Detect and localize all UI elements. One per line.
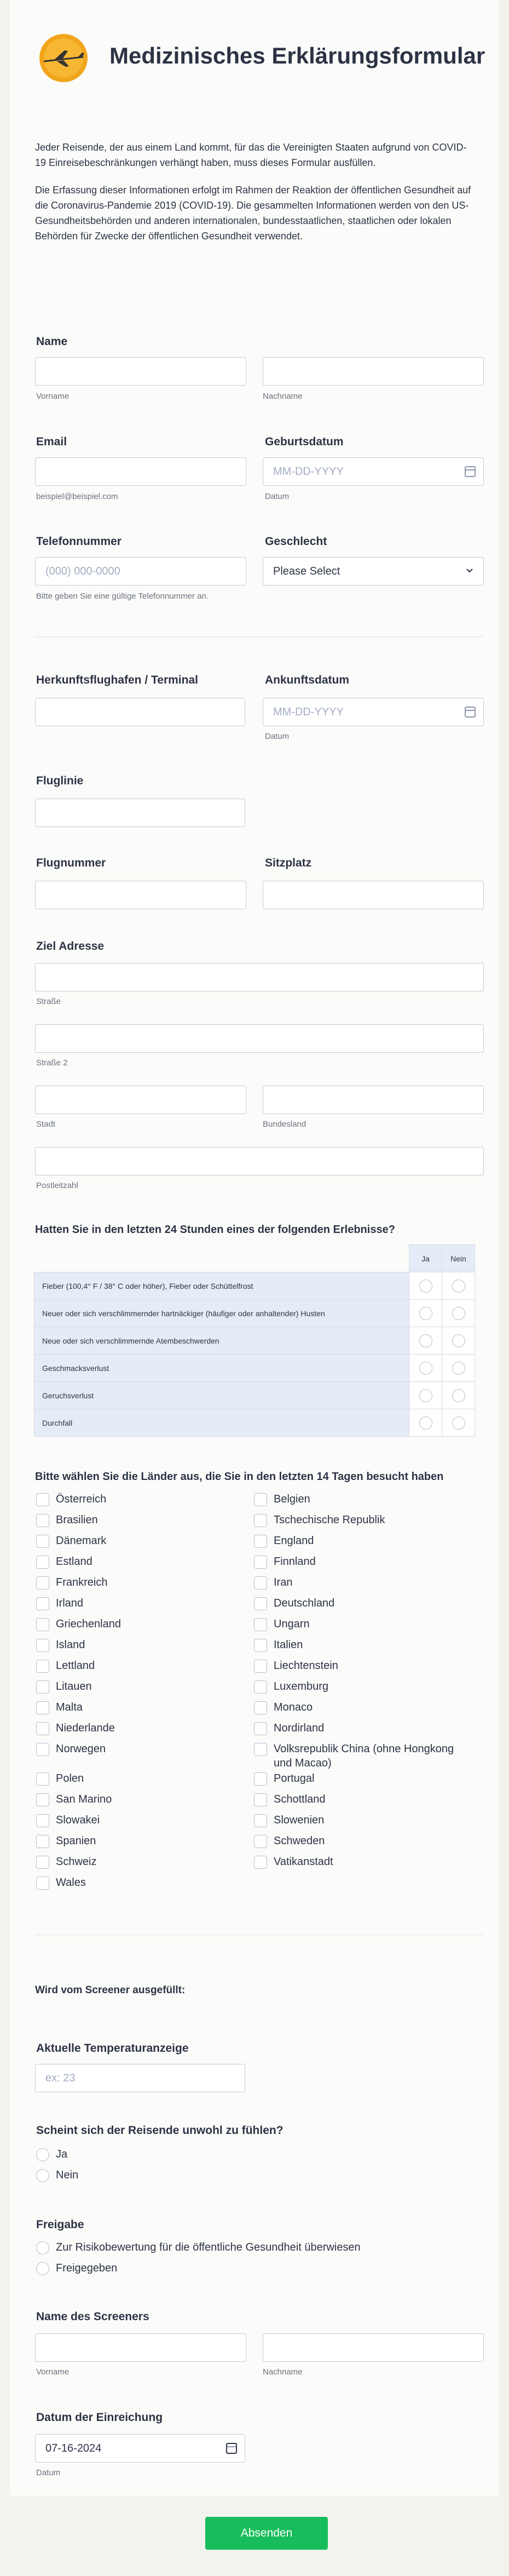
matrix-radio-yes[interactable] bbox=[419, 1389, 432, 1402]
country-checkbox[interactable] bbox=[36, 1793, 49, 1806]
country-label: Irland bbox=[56, 1597, 84, 1609]
country-label: Deutschland bbox=[274, 1597, 335, 1609]
country-checkbox[interactable] bbox=[254, 1535, 267, 1548]
screener-last-sublabel: Nachname bbox=[263, 2367, 303, 2377]
matrix-radio-yes[interactable] bbox=[419, 1280, 432, 1293]
country-label: Österreich bbox=[56, 1493, 107, 1505]
country-label: Spanien bbox=[56, 1835, 96, 1847]
country-checkbox[interactable] bbox=[254, 1701, 267, 1714]
city-sublabel: Stadt bbox=[36, 1120, 56, 1129]
country-checkbox[interactable] bbox=[36, 1535, 49, 1548]
country-checkbox[interactable] bbox=[254, 1493, 267, 1506]
matrix-row bbox=[34, 1382, 475, 1409]
matrix-radio-no[interactable] bbox=[452, 1307, 465, 1320]
name-label: Name bbox=[36, 335, 68, 348]
country-checkbox[interactable] bbox=[36, 1743, 49, 1756]
entry-date-value: 07-16-2024 bbox=[45, 2442, 102, 2454]
screener-name-label: Name des Screeners bbox=[36, 2310, 149, 2323]
country-label: Vatikanstadt bbox=[274, 1856, 333, 1868]
intro-text-1: Jeder Reisende, der aus einem Land kommt, für das die Vereinigten Staaten aufgrund von COVID-19 Einreisebeschränkungen verhängt haben, muss dieses Formular ausfüllen. bbox=[35, 142, 467, 168]
country-checkbox[interactable] bbox=[254, 1514, 267, 1527]
first-name-input[interactable] bbox=[35, 357, 246, 386]
matrix-radio-yes[interactable] bbox=[419, 1334, 432, 1347]
country-checkbox[interactable] bbox=[254, 1814, 267, 1827]
country-label: Brasilien bbox=[56, 1514, 98, 1526]
country-label: Schottland bbox=[274, 1793, 326, 1805]
seat-input[interactable] bbox=[263, 881, 484, 909]
zip-input[interactable] bbox=[35, 1147, 484, 1175]
matrix-row-label: Durchfall bbox=[34, 1409, 409, 1437]
country-checkbox[interactable] bbox=[36, 1618, 49, 1631]
country-checkbox[interactable] bbox=[36, 1660, 49, 1673]
intro-text-2: Die Erfassung dieser Informationen erfolgt im Rahmen der Reaktion der öffentlichen Gesundheit auf die Coronavirus-Pandemie 2019 (COVID-19). Die gesammelten Informationen werden von den US-Gesundheitsbehörden und anderen internationalen, bundesstaatlichen, staatlichen oder lokalen Behörden für Zwecke der öffentlichen Gesundheit verwendet. bbox=[35, 185, 471, 242]
country-checkbox[interactable] bbox=[254, 1639, 267, 1652]
temperature-input[interactable] bbox=[35, 2064, 245, 2092]
country-checkbox[interactable] bbox=[36, 1814, 49, 1827]
country-checkbox[interactable] bbox=[254, 1680, 267, 1694]
first-name-sublabel: Vorname bbox=[36, 392, 70, 401]
email-input[interactable] bbox=[35, 457, 246, 486]
country-label: England bbox=[274, 1535, 314, 1547]
gender-select-value: Please Select bbox=[273, 565, 340, 577]
country-label: Malta bbox=[56, 1701, 83, 1713]
country-checkbox[interactable] bbox=[254, 1793, 267, 1806]
temperature-label: Aktuelle Temperaturanzeige bbox=[36, 2042, 189, 2055]
country-checkbox[interactable] bbox=[36, 1597, 49, 1610]
screener-first-sublabel: Vorname bbox=[36, 2367, 70, 2377]
matrix-radio-no[interactable] bbox=[452, 1334, 465, 1347]
country-label: Italien bbox=[274, 1639, 303, 1651]
country-label: Ungarn bbox=[274, 1618, 310, 1630]
matrix-radio-yes[interactable] bbox=[419, 1307, 432, 1320]
origin-label: Herkunftsflughafen / Terminal bbox=[36, 674, 198, 686]
origin-input[interactable] bbox=[35, 698, 245, 726]
state-input[interactable] bbox=[263, 1086, 484, 1114]
country-label: Slowakei bbox=[56, 1814, 100, 1826]
phone-input[interactable] bbox=[35, 557, 246, 586]
country-checkbox[interactable] bbox=[254, 1722, 267, 1735]
country-label: Monaco bbox=[274, 1701, 313, 1713]
entry-date-sublabel: Datum bbox=[36, 2468, 61, 2477]
logo bbox=[37, 32, 90, 84]
airline-label: Fluglinie bbox=[36, 774, 84, 787]
countries-title: Bitte wählen Sie die Länder aus, die Sie in den letzten 14 Tagen besucht haben bbox=[35, 1471, 444, 1483]
country-label: San Marino bbox=[56, 1793, 112, 1805]
screener-first-name-input[interactable] bbox=[35, 2333, 246, 2362]
release-radio-referred[interactable] bbox=[36, 2241, 49, 2254]
unwell-radio-yes[interactable] bbox=[36, 2148, 49, 2161]
submit-button[interactable]: Absenden bbox=[205, 2517, 328, 2550]
arrival-date-input[interactable] bbox=[263, 698, 484, 726]
matrix-row-label: Geruchsverlust bbox=[34, 1382, 409, 1409]
country-checkbox[interactable] bbox=[36, 1835, 49, 1848]
chevron-down-icon bbox=[465, 565, 475, 578]
country-label: Tschechische Republik bbox=[274, 1514, 385, 1526]
matrix-radio-no[interactable] bbox=[452, 1280, 465, 1293]
arrival-sublabel: Datum bbox=[265, 732, 290, 741]
matrix-row-label: Neue oder sich verschlimmernde Atembeschwerden bbox=[34, 1327, 409, 1355]
matrix-row-label: Fieber (100,4° F / 38° C oder höher), Fieber oder Schüttelfrost bbox=[34, 1272, 409, 1300]
page-title: Medizinisches Erklärungsformular bbox=[109, 43, 485, 68]
country-label: Litauen bbox=[56, 1680, 92, 1693]
airline-input[interactable] bbox=[35, 799, 245, 827]
unwell-option-label: Ja bbox=[56, 2148, 68, 2160]
birth-date-placeholder: MM-DD-YYYY bbox=[273, 466, 344, 478]
entry-date-input[interactable] bbox=[35, 2434, 245, 2463]
divider bbox=[35, 636, 484, 637]
country-label: Nordirland bbox=[274, 1722, 325, 1734]
arrival-label: Ankunftsdatum bbox=[265, 674, 349, 686]
country-checkbox[interactable] bbox=[36, 1639, 49, 1652]
street2-input[interactable] bbox=[35, 1024, 484, 1053]
country-checkbox[interactable] bbox=[36, 1772, 49, 1786]
screener-last-name-input[interactable] bbox=[263, 2333, 484, 2362]
calendar-icon[interactable] bbox=[465, 707, 476, 718]
matrix-row-label: Neuer oder sich verschlimmernder hartnäckiger (häufiger oder anhaltender) Husten bbox=[34, 1300, 409, 1327]
state-sublabel: Bundesland bbox=[263, 1120, 306, 1129]
gender-select[interactable] bbox=[263, 557, 484, 586]
calendar-icon[interactable] bbox=[226, 2443, 237, 2454]
matrix-row bbox=[34, 1300, 475, 1327]
matrix-row-label: Geschmacksverlust bbox=[34, 1355, 409, 1382]
country-label: Island bbox=[56, 1639, 85, 1651]
country-checkbox[interactable] bbox=[254, 1556, 267, 1569]
country-label: Liechtenstein bbox=[274, 1660, 338, 1672]
phone-placeholder: (000) 000-0000 bbox=[45, 565, 120, 577]
country-label: Belgien bbox=[274, 1493, 310, 1505]
seat-label: Sitzplatz bbox=[265, 857, 312, 869]
country-checkbox[interactable] bbox=[254, 1660, 267, 1673]
flight-number-label: Flugnummer bbox=[36, 857, 106, 869]
email-label: Email bbox=[36, 435, 67, 448]
country-checkbox[interactable] bbox=[36, 1722, 49, 1735]
country-label: Finnland bbox=[274, 1556, 316, 1568]
gender-label: Geschlecht bbox=[265, 535, 327, 548]
matrix-header-yes: Ja bbox=[409, 1245, 442, 1272]
phone-sublabel: Bitte geben Sie eine gültige Telefonnummer an. bbox=[36, 592, 209, 601]
country-label: Griechenland bbox=[56, 1618, 121, 1630]
address-label: Ziel Adresse bbox=[36, 940, 105, 953]
symptoms-matrix-title: Hatten Sie in den letzten 24 Stunden eines der folgenden Erlebnisse? bbox=[35, 1224, 395, 1236]
symptoms-matrix bbox=[34, 1244, 475, 1437]
country-label: Lettland bbox=[56, 1660, 95, 1672]
matrix-radio-no[interactable] bbox=[452, 1416, 465, 1430]
release-label: Freigabe bbox=[36, 2218, 84, 2231]
unwell-option-label: Nein bbox=[56, 2169, 79, 2181]
matrix-radio-yes[interactable] bbox=[419, 1416, 432, 1430]
birth-sublabel: Datum bbox=[265, 492, 290, 501]
city-input[interactable] bbox=[35, 1086, 246, 1114]
country-checkbox[interactable] bbox=[254, 1772, 267, 1786]
country-label: Volksrepublik China (ohne Hongkong und Macao) bbox=[274, 1743, 454, 1769]
country-label: Slowenien bbox=[274, 1814, 325, 1826]
country-checkbox[interactable] bbox=[36, 1576, 49, 1590]
matrix-radio-yes[interactable] bbox=[419, 1362, 432, 1375]
country-checkbox[interactable] bbox=[36, 1556, 49, 1569]
calendar-icon[interactable] bbox=[465, 466, 476, 477]
country-label: Schweiz bbox=[56, 1856, 97, 1868]
email-sublabel: beispiel@beispiel.com bbox=[36, 492, 118, 501]
country-label: Polen bbox=[56, 1772, 84, 1785]
country-label: Estland bbox=[56, 1556, 92, 1568]
entry-date-label: Datum der Einreichung bbox=[36, 2411, 163, 2424]
phone-label: Telefonnummer bbox=[36, 535, 122, 548]
release-option-label: Zur Risikobewertung für die öffentliche Gesundheit überwiesen bbox=[56, 2241, 361, 2253]
last-name-input[interactable] bbox=[263, 357, 484, 386]
country-checkbox[interactable] bbox=[254, 1835, 267, 1848]
country-checkbox[interactable] bbox=[36, 1680, 49, 1694]
form-card bbox=[10, 0, 499, 2576]
birth-date-input[interactable] bbox=[263, 457, 484, 486]
country-label: Niederlande bbox=[56, 1722, 115, 1734]
country-checkbox[interactable] bbox=[254, 1856, 267, 1869]
country-checkbox[interactable] bbox=[254, 1597, 267, 1610]
country-label: Schweden bbox=[274, 1835, 325, 1847]
country-checkbox[interactable] bbox=[36, 1514, 49, 1527]
matrix-header-no: Nein bbox=[442, 1245, 475, 1272]
matrix-row bbox=[34, 1355, 475, 1382]
street-sublabel: Straße bbox=[36, 997, 61, 1006]
country-label: Norwegen bbox=[56, 1743, 106, 1755]
matrix-radio-no[interactable] bbox=[452, 1389, 465, 1402]
country-checkbox[interactable] bbox=[36, 1877, 49, 1890]
country-label: Dänemark bbox=[56, 1535, 107, 1547]
country-checkbox[interactable] bbox=[254, 1618, 267, 1631]
unwell-radio-no[interactable] bbox=[36, 2169, 49, 2182]
country-label: Wales bbox=[56, 1877, 86, 1889]
country-checkbox[interactable] bbox=[254, 1576, 267, 1590]
matrix-row bbox=[34, 1327, 475, 1355]
zip-sublabel: Postleitzahl bbox=[36, 1181, 78, 1190]
unwell-label: Scheint sich der Reisende unwohl zu fühlen? bbox=[36, 2124, 284, 2137]
last-name-sublabel: Nachname bbox=[263, 392, 303, 401]
country-checkbox[interactable] bbox=[254, 1743, 267, 1756]
country-label: Iran bbox=[274, 1576, 293, 1588]
matrix-row bbox=[34, 1272, 475, 1300]
release-option-label: Freigegeben bbox=[56, 2262, 118, 2274]
matrix-row bbox=[34, 1409, 475, 1437]
country-checkbox[interactable] bbox=[36, 1701, 49, 1714]
screener-title: Wird vom Screener ausgefüllt: bbox=[35, 1984, 186, 1996]
country-checkbox[interactable] bbox=[36, 1493, 49, 1506]
temperature-placeholder: ex: 23 bbox=[45, 2072, 76, 2084]
country-checkbox[interactable] bbox=[36, 1856, 49, 1869]
flight-number-input[interactable] bbox=[35, 881, 246, 909]
country-label: Luxemburg bbox=[274, 1680, 329, 1693]
birth-label: Geburtsdatum bbox=[265, 435, 344, 448]
release-radio-cleared[interactable] bbox=[36, 2262, 49, 2275]
country-label: Frankreich bbox=[56, 1576, 108, 1588]
country-label: Portugal bbox=[274, 1772, 315, 1785]
matrix-header-row bbox=[34, 1245, 475, 1272]
street2-sublabel: Straße 2 bbox=[36, 1058, 68, 1068]
street-input[interactable] bbox=[35, 963, 484, 991]
matrix-radio-no[interactable] bbox=[452, 1362, 465, 1375]
arrival-date-placeholder: MM-DD-YYYY bbox=[273, 706, 344, 718]
